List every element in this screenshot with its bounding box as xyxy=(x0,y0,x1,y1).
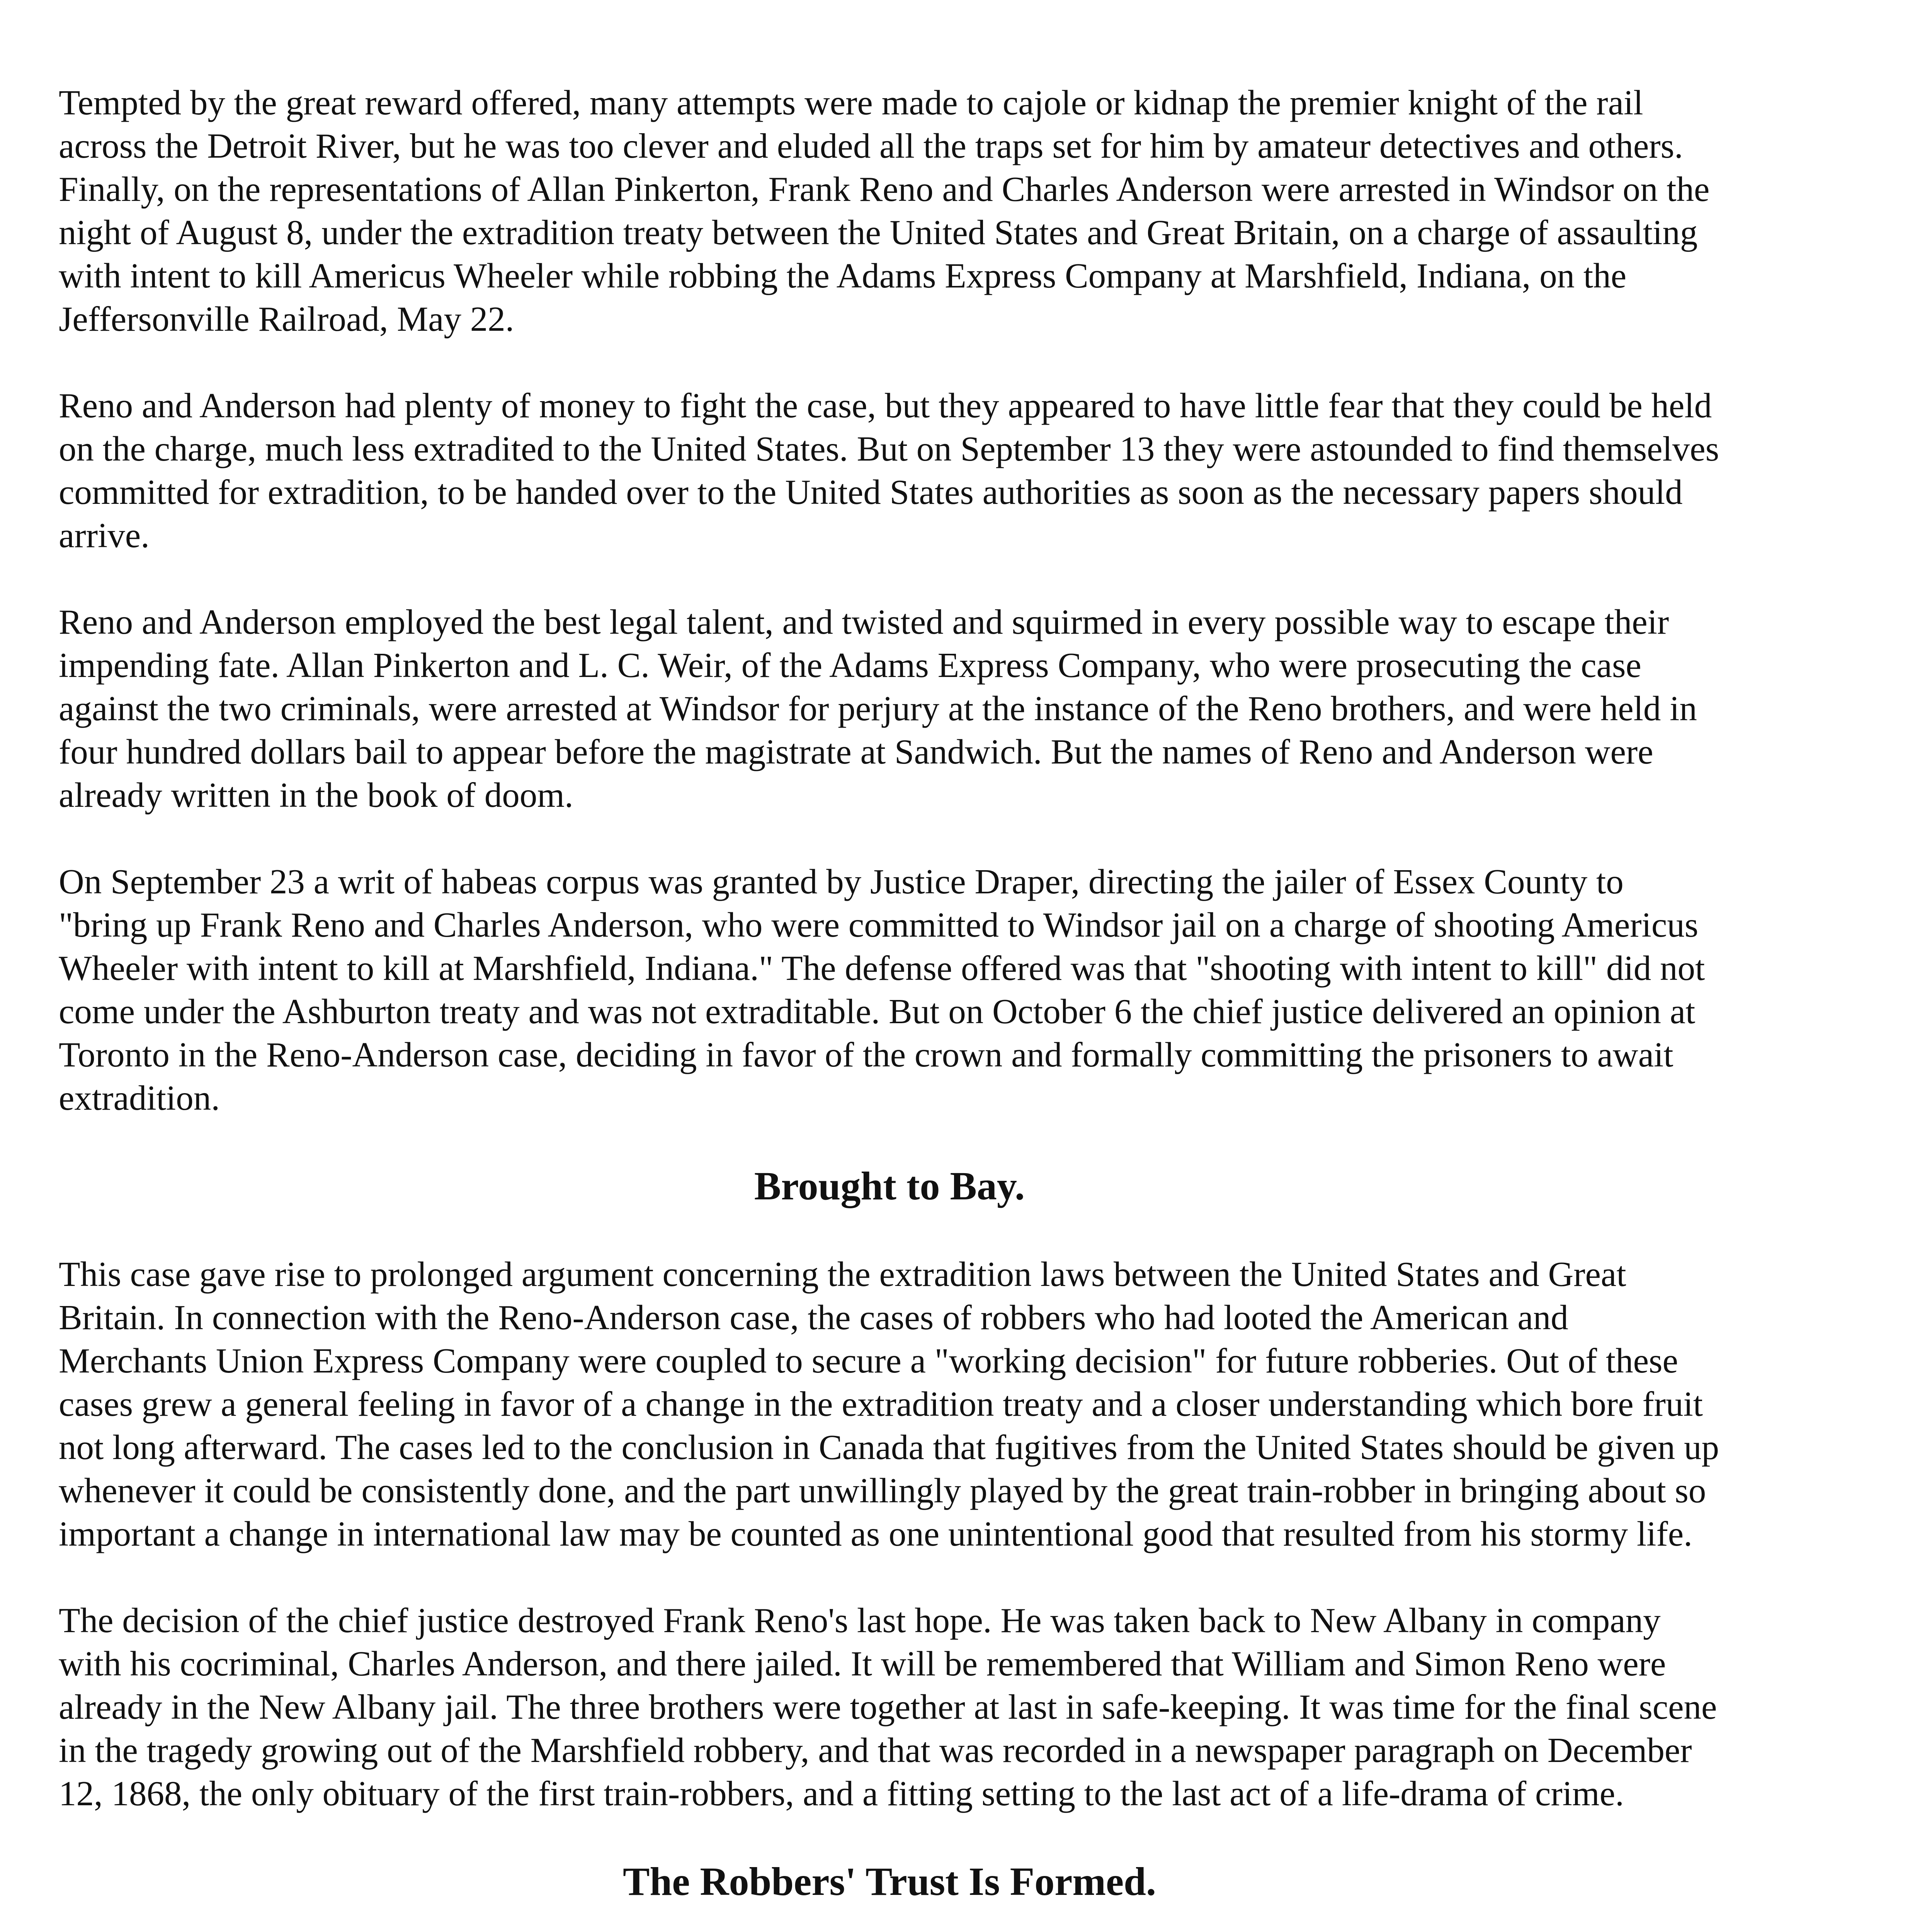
paragraph: Tempted by the great reward offered, many attempts were made to cajole or kidnap the premier knight of the rail across the Detroit River, but he was too clever and eluded all the traps set for him by amateur detectives and others. Finally, on the representations of Allan Pinkerton, Frank Reno and Charles Anderson were arrested in Windsor on the night of August 8, under the extradition treaty between the United States and Great Britain, on a charge of assaulting with intent to kill Americus Wheeler while robbing the Adams Express Company at Marshfield, Indiana, on the Jeffersonville Railroad, May 22. xyxy=(59,83,1710,338)
paragraph: Reno and Anderson employed the best legal talent, and twisted and squirmed in every possible way to escape their impending fate. Allan Pinkerton and L. C. Weir, of the Adams Express Company, who were prosecuting the case against the two criminals, were arrested at Windsor for perjury at the instance of the Reno brothers, and were held in four hundred dollars bail to appear before the magistrate at Sandwich. But the names of Reno and Anderson were already written in the book of doom. xyxy=(59,602,1697,815)
document-page xyxy=(59,81,1720,1932)
paragraph: On September 23 a writ of habeas corpus was granted by Justice Draper, directing the jailer of Essex County to "bring up Frank Reno and Charles Anderson, who were committed to Windsor jail on a charge of shooting Americus Wheeler with intent to kill at Marshfield, Indiana." The defense offered was that "shooting with intent to kill" did not come under the Ashburton treaty and was not extraditable. But on October 6 the chief justice delivered an opinion at Toronto in the Reno-Anderson case, deciding in favor of the crown and formally committing the prisoners to await extradition. xyxy=(59,862,1705,1117)
section-heading: The Robbers' Trust Is Formed. xyxy=(623,1859,1156,1904)
section-heading: Brought to Bay. xyxy=(754,1164,1025,1208)
paragraph: Reno and Anderson had plenty of money to fight the case, but they appeared to have little fear that they could be held on the charge, much less extradited to the United States. But on September 13 they were astounded to find themselves committed for extradition, to be handed over to the United States authorities as soon as the necessary papers should arrive. xyxy=(59,386,1719,555)
paragraph: The decision of the chief justice destroyed Frank Reno's last hope. He was taken back to New Albany in company with his cocriminal, Charles Anderson, and there jailed. It will be remembered that William and Simon Reno were already in the New Albany jail. The three brothers were together at last in safe-keeping. It was time for the final scene in the tragedy growing out of the Marshfield robbery, and that was recorded in a newspaper paragraph on December 12, 1868, the only obituary of the first train-robbers, and a fitting setting to the last act of a life-drama of crime. xyxy=(59,1601,1717,1813)
paragraph: This case gave rise to prolonged argument concerning the extradition laws between the United States and Great Britain. In connection with the Reno-Anderson case, the cases of robbers who had looted the American and Merchants Union Express Company were coupled to secure a "working decision" for future robberies. Out of these cases grew a general feeling in favor of a change in the extradition treaty and a closer understanding which bore fruit not long afterward. The cases led to the conclusion in Canada that fugitives from the United States should be given up whenever it could be consistently done, and the part unwillingly played by the great train-robber in bringing about so important a change in international law may be counted as one unintentional good that resulted from his stormy life. xyxy=(59,1255,1719,1553)
